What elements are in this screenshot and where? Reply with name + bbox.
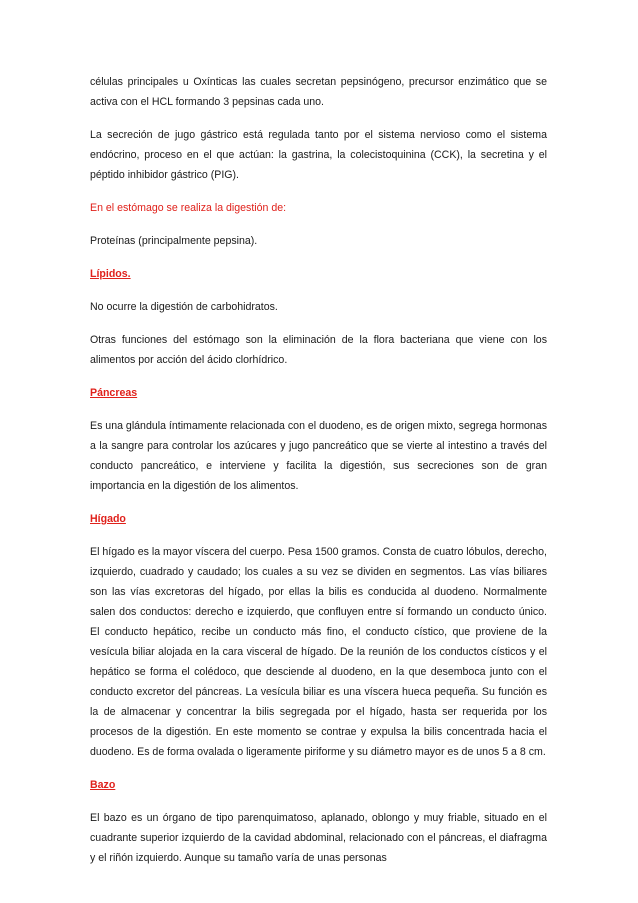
item-proteinas: Proteínas (principalmente pepsina). bbox=[90, 235, 258, 247]
paragraph-otras-funciones: Otras funciones del estómago son la eliminación de la flora bacteriana que viene con los alimentos por acción del ácido clorhídrico. bbox=[90, 334, 547, 366]
paragraph-higado: El hígado es la mayor víscera del cuerpo. Pesa 1500 gramos. Consta de cuatro lóbulos, derecho, izquierdo, cuadrado y caudado; los cuales a su vez se dividen en segmentos. Las vías biliares son las vías excretoras del hígado, por ellas la bilis es conducida al duodeno. Normalmente salen dos conductos: derecho e izquierdo, que confluyen entre sí formando un conducto único. El conducto hepático, recibe un conducto más fino, el conducto cístico, que proviene de la vesícula biliar alojada en la cara visceral de hígado. De la reunión de los conductos císticos y el hepático se forma el colédoco, que desciende al duodeno, en la que desemboca junto con el conducto excretor del páncreas. La vesícula biliar es una víscera hueca pequeña. Su función es la de almacenar y concentrar la bilis segregada por el hígado, hasta ser requerida por los procesos de la digestión. En este momento se contrae y expulsa la bilis concentrada hacia el duodeno. Es de forma ovalada o ligeramente piriforme y su diámetro mayor es de unos 5 a 8 cm. bbox=[90, 546, 547, 758]
paragraph-celulas: células principales u Oxínticas las cuales secretan pepsinógeno, precursor enzimático que se activa con el HCL formando 3 pepsinas cada uno. bbox=[90, 76, 547, 108]
heading-pancreas: Páncreas bbox=[90, 387, 138, 399]
document-page bbox=[90, 72, 547, 881]
heading-higado: Hígado bbox=[90, 513, 126, 525]
subheading-digestion: En el estómago se realiza la digestión de: bbox=[90, 202, 287, 214]
item-carbohidratos: No ocurre la digestión de carbohidratos. bbox=[90, 301, 278, 313]
paragraph-pancreas: Es una glándula íntimamente relacionada con el duodeno, es de origen mixto, segrega hormonas a la sangre para controlar los azúcares y jugo pancreático que se vierte al intestino a través del conducto pancreático, e interviene y facilita la digestión, sus secreciones son de gran importancia en la digestión de los alimentos. bbox=[90, 420, 548, 492]
paragraph-secrecion: La secreción de jugo gástrico está regulada tanto por el sistema nervioso como el sistema endócrino, proceso en el que actúan: la gastrina, la colecistoquinina (CCK), la secretina y el péptido inhibidor gástrico (PIG). bbox=[90, 129, 547, 181]
item-lipidos: Lípidos. bbox=[90, 268, 131, 280]
heading-bazo: Bazo bbox=[90, 779, 116, 791]
paragraph-bazo: El bazo es un órgano de tipo parenquimatoso, aplanado, oblongo y muy friable, situado en el cuadrante superior izquierdo de la cavidad abdominal, relacionado con el páncreas, el diafragma y el riñón izquierdo. Aunque su tamaño varía de unas personas bbox=[90, 812, 547, 864]
